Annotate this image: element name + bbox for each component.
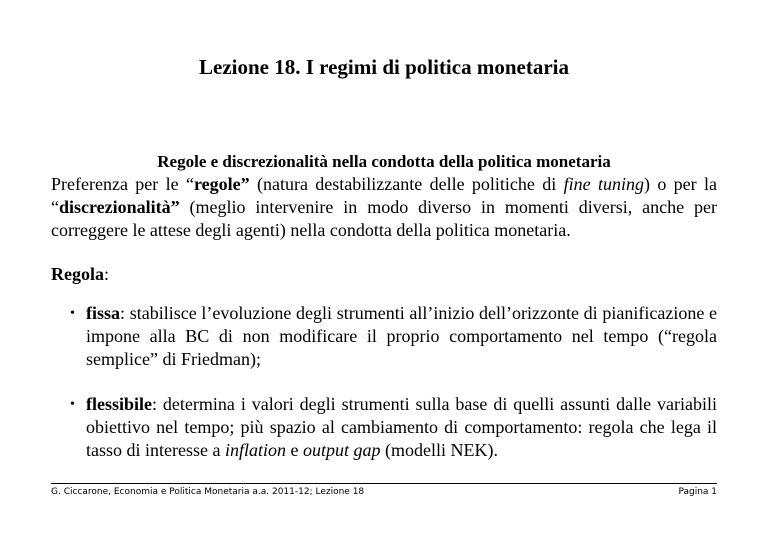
intro-discrezionalita-term: discrezionalità”: [59, 197, 180, 217]
page-title: Lezione 18. I regimi di politica monetaria: [199, 55, 569, 79]
bullet-term: fissa: [86, 303, 121, 323]
bullet-flessibile: [70, 393, 717, 462]
intro-regole-term: regole”: [193, 174, 250, 194]
bullet-output-gap: output gap: [302, 440, 381, 460]
footer-citation: G. Ciccarone, Economia e Politica Monetaria a.a. 2011-12; Lezione 18: [51, 487, 365, 497]
bullet-description: (modelli NEK).: [380, 440, 498, 460]
page-number: Pagina 1: [678, 487, 717, 497]
bullet-text: [86, 302, 717, 371]
bullet-term: flessibile: [86, 394, 152, 414]
footer-divider: [51, 483, 717, 484]
bullet-description: : determina i valori degli strumenti sulla base di quelli assunti dalle variabili obiettivo nel tempo; più spazio al cambiamento di comportamento: regola che lega il tasso di interesse a: [86, 394, 717, 460]
intro-text: (meglio intervenire in modo diverso in momenti diversi, anche per correggere le attese degli agenti) nella condotta della politica monetaria.: [51, 197, 717, 240]
rule-heading-colon: :: [104, 264, 110, 284]
bullet-marker: •: [70, 397, 75, 412]
rule-heading-label: Regola: [51, 264, 104, 284]
bullet-inflation: inflation: [224, 440, 286, 460]
bullet-marker: •: [70, 306, 75, 321]
intro-text: Preferenza per le “: [51, 174, 194, 194]
intro-text: ) o per la “: [51, 174, 718, 217]
bullet-description: e: [285, 440, 303, 460]
bullet-text: [86, 393, 717, 462]
section-subtitle: Regole e discrezionalità nella condotta della politica monetaria: [157, 152, 611, 171]
bullet-fissa: [70, 302, 717, 371]
intro-text: (natura destabilizzante delle politiche di: [249, 174, 564, 194]
intro-paragraph: [51, 173, 717, 242]
rule-heading: [51, 264, 109, 285]
intro-fine-tuning: fine tuning: [563, 174, 644, 194]
bullet-description: : stabilisce l’evoluzione degli strumenti all’inizio dell’orizzonte di pianificazione e impone alla BC di non modificare il proprio comportamento nel tempo (“regola semplice” di Friedman);: [86, 303, 717, 369]
